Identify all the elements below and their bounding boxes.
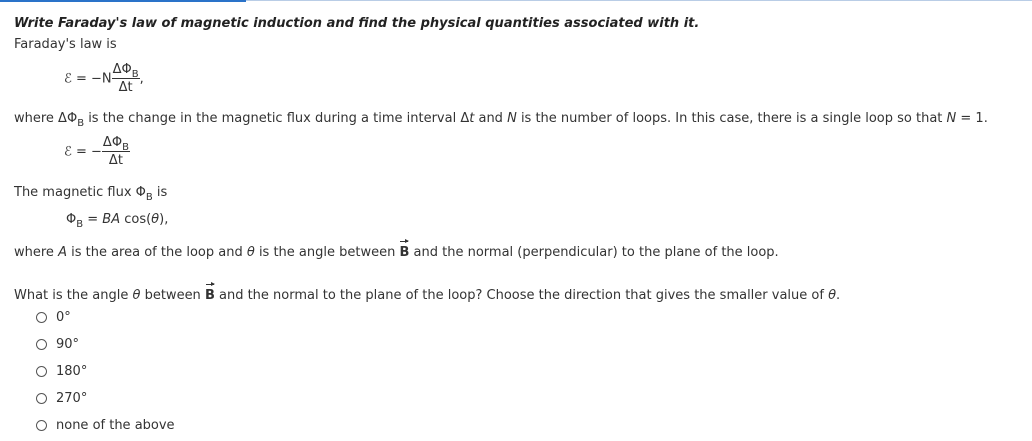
question-theta2: θ xyxy=(828,288,837,303)
eq1-lhs: ℰ = −N xyxy=(64,71,112,87)
eq2-numerator-sub: B xyxy=(122,142,129,153)
flux-intro-text xyxy=(14,185,167,201)
where1-part2: is the change in the magnetic flux during a time interval Δ xyxy=(84,111,470,126)
eq1-denominator: Δt xyxy=(118,80,133,95)
where1-sub: B xyxy=(77,118,85,129)
where1-part3: and xyxy=(474,111,508,126)
where2-theta: θ xyxy=(246,245,255,260)
eq2-numerator: ΔΦ xyxy=(102,135,123,150)
option-90-deg[interactable] xyxy=(36,337,79,352)
radio-button[interactable] xyxy=(36,339,47,350)
where1-part1: where ΔΦ xyxy=(14,111,78,126)
option-0-deg[interactable] xyxy=(36,310,71,325)
option-none-of-the-above[interactable] xyxy=(36,418,175,433)
radio-button[interactable] xyxy=(36,312,47,323)
eq1-numerator-sub: B xyxy=(131,69,139,80)
where-area-angle-text xyxy=(14,245,779,261)
where2-a-var: A xyxy=(58,245,67,260)
where2-b-vector: B xyxy=(399,245,410,260)
question-heading: Write Faraday's law of magnetic induction and find the physical quantities associated with it. xyxy=(14,16,700,31)
question-part2: between xyxy=(140,288,205,303)
where1-t-var: t xyxy=(469,111,475,126)
option-180-deg[interactable] xyxy=(36,364,87,379)
eq3-theta: θ xyxy=(151,212,160,227)
equation-faraday-general xyxy=(64,63,144,95)
eq1-trail: , xyxy=(139,71,144,87)
radio-button[interactable] xyxy=(36,420,47,431)
eq1-fraction xyxy=(112,63,140,95)
top-accent-bar xyxy=(0,0,246,2)
equation-faraday-single-loop xyxy=(64,136,130,168)
eq2-denominator: Δt xyxy=(108,153,123,168)
eq1-numerator: ΔΦ xyxy=(112,62,132,77)
eq3-phi: Φ xyxy=(66,212,77,227)
eq3-equals: = xyxy=(83,212,103,227)
where2-part3: is the angle between xyxy=(254,245,400,260)
question-part3: and the normal to the plane of the loop? Choose the direction that gives the smaller value of xyxy=(214,288,829,303)
radio-button[interactable] xyxy=(36,366,47,377)
flux-intro-sub: B xyxy=(145,192,153,203)
question-part1: What is the angle xyxy=(14,288,133,303)
eq3-cos: cos( xyxy=(120,212,152,227)
where1-part4: is the number of loops. In this case, there is a single loop so that xyxy=(516,111,947,126)
question-part4: . xyxy=(836,288,841,303)
option-label: 0° xyxy=(56,310,71,325)
where2-part2: is the area of the loop and xyxy=(66,245,247,260)
eq3-close: ), xyxy=(159,212,169,227)
intro-text: Faraday's law is xyxy=(14,37,117,52)
where1-n-var2: N xyxy=(946,111,957,126)
where2-part1: where xyxy=(14,245,59,260)
question-b-vector: B xyxy=(204,288,215,303)
where1-n-var: N xyxy=(507,111,517,126)
option-label: none of the above xyxy=(56,418,175,433)
question-theta: θ xyxy=(132,288,141,303)
where1-part5: = 1. xyxy=(956,111,988,126)
flux-intro-part1: The magnetic flux Φ xyxy=(14,185,146,200)
eq3-ba: BA xyxy=(102,212,121,227)
option-label: 90° xyxy=(56,337,80,352)
top-divider xyxy=(246,0,1032,1)
option-270-deg[interactable] xyxy=(36,391,87,406)
where-flux-change-text xyxy=(14,111,988,127)
where2-part4: and the normal (perpendicular) to the plane of the loop. xyxy=(409,245,779,260)
angle-question xyxy=(14,288,840,304)
eq3-sub: B xyxy=(76,219,84,230)
option-label: 180° xyxy=(56,364,88,379)
eq2-fraction xyxy=(102,136,130,168)
eq2-lhs: ℰ = − xyxy=(64,144,102,160)
equation-magnetic-flux xyxy=(66,212,168,228)
radio-button[interactable] xyxy=(36,393,47,404)
option-label: 270° xyxy=(56,391,88,406)
flux-intro-part2: is xyxy=(152,185,168,200)
